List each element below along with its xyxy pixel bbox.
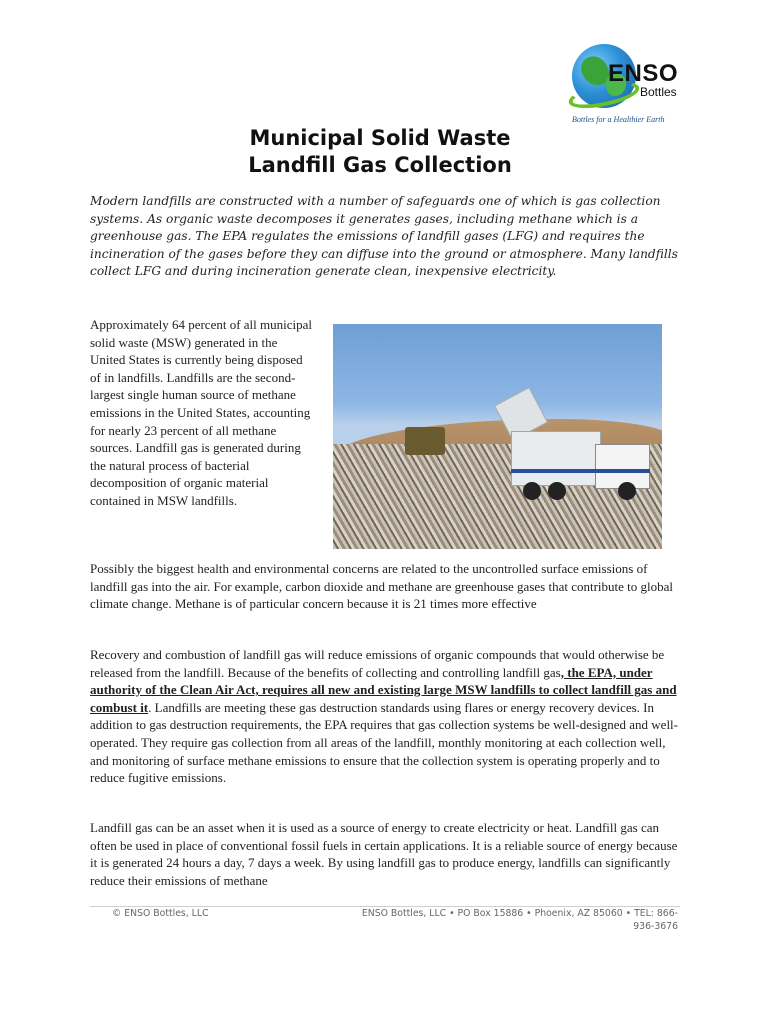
- bulldozer-shape: [405, 427, 445, 455]
- page-title: [180, 125, 580, 179]
- recovery-text-a: Recovery and combustion of landfill gas will reduce emissions of organic compounds that would otherwise be released from the landfill. Because of the benefits of collecting and controlling landfill gas: [90, 647, 665, 680]
- recovery-text-b: . Landfills are meeting these gas destruction standards using flares or energy recovery devices. In addition to gas destruction requirements, the EPA requires that gas collection systems be well-designed and well-operated. They require gas collection from all areas of the landfill, monthly monitoring at each collection well, and monitoring of surface methane emissions to ensure that the collection system is operating properly and to reduce fugitive emissions.: [90, 699, 678, 786]
- paragraph-energy: Landfill gas can be an asset when it is used as a source of energy to create electricity or heat. Landfill gas can often be used in place of conventional fossil fuels in certain applications. It is a reliable source of energy because it is generated 24 hours a day, 7 days a week. By using landfill gas to produce energy, landfills can significantly reduce their emissions of methane: [90, 820, 678, 888]
- logo-sub: Bottles: [640, 85, 677, 99]
- enso-logo: [568, 40, 683, 130]
- logo-brand: ENSO: [608, 60, 679, 87]
- title-line-2: Landfill Gas Collection: [248, 153, 512, 177]
- footer-copyright: © ENSO Bottles, LLC: [112, 908, 209, 919]
- logo-tagline: Bottles for a Healthier Earth: [572, 115, 665, 124]
- paragraph-concerns: Possibly the biggest health and environmental concerns are related to the uncontrolled surface emissions of landfill gas into the air. For example, carbon dioxide and methane are greenhouse gases that contribute to global climate change. Methane is of particular concern because it is 21 times more effective: [90, 561, 674, 612]
- intro-paragraph: Modern landfills are constructed with a number of safeguards one of which is gas collection systems. As organic waste decomposes it generates gases, including methane which is a greenhouse gas. The EPA regulates the emissions of landfill gases (LFG) and requires the incineration of the gases before they can diffuse into the ground or atmosphere. Many landfills collect LFG and during incineration generate clean, inexpensive electricity.: [90, 194, 678, 279]
- epa-requirement-emphasis: , the EPA, under authority of the Clean Air Act, requires all new and existing large MSW landfills to collect landfill gas and combust it: [90, 664, 677, 715]
- landfill-photo: [333, 324, 662, 549]
- title-line-1: Municipal Solid Waste: [249, 126, 511, 150]
- footer-divider: [90, 906, 680, 907]
- paragraph-recovery: [90, 646, 682, 787]
- garbage-truck-shape: [511, 431, 601, 486]
- footer-contact: ENSO Bottles, LLC • PO Box 15886 • Phoenix, AZ 85060 • TEL: 866-936-3676: [361, 908, 678, 932]
- side-paragraph: Approximately 64 percent of all municipal solid waste (MSW) generated in the United States is currently being disposed of in landfills. Landfills are the second-largest single human source of methane emissions in the United States, accounting for nearly 23 percent of all methane sources. Landfill gas is generated during the natural process of bacterial decomposition of organic material contained in MSW landfills.: [90, 317, 313, 508]
